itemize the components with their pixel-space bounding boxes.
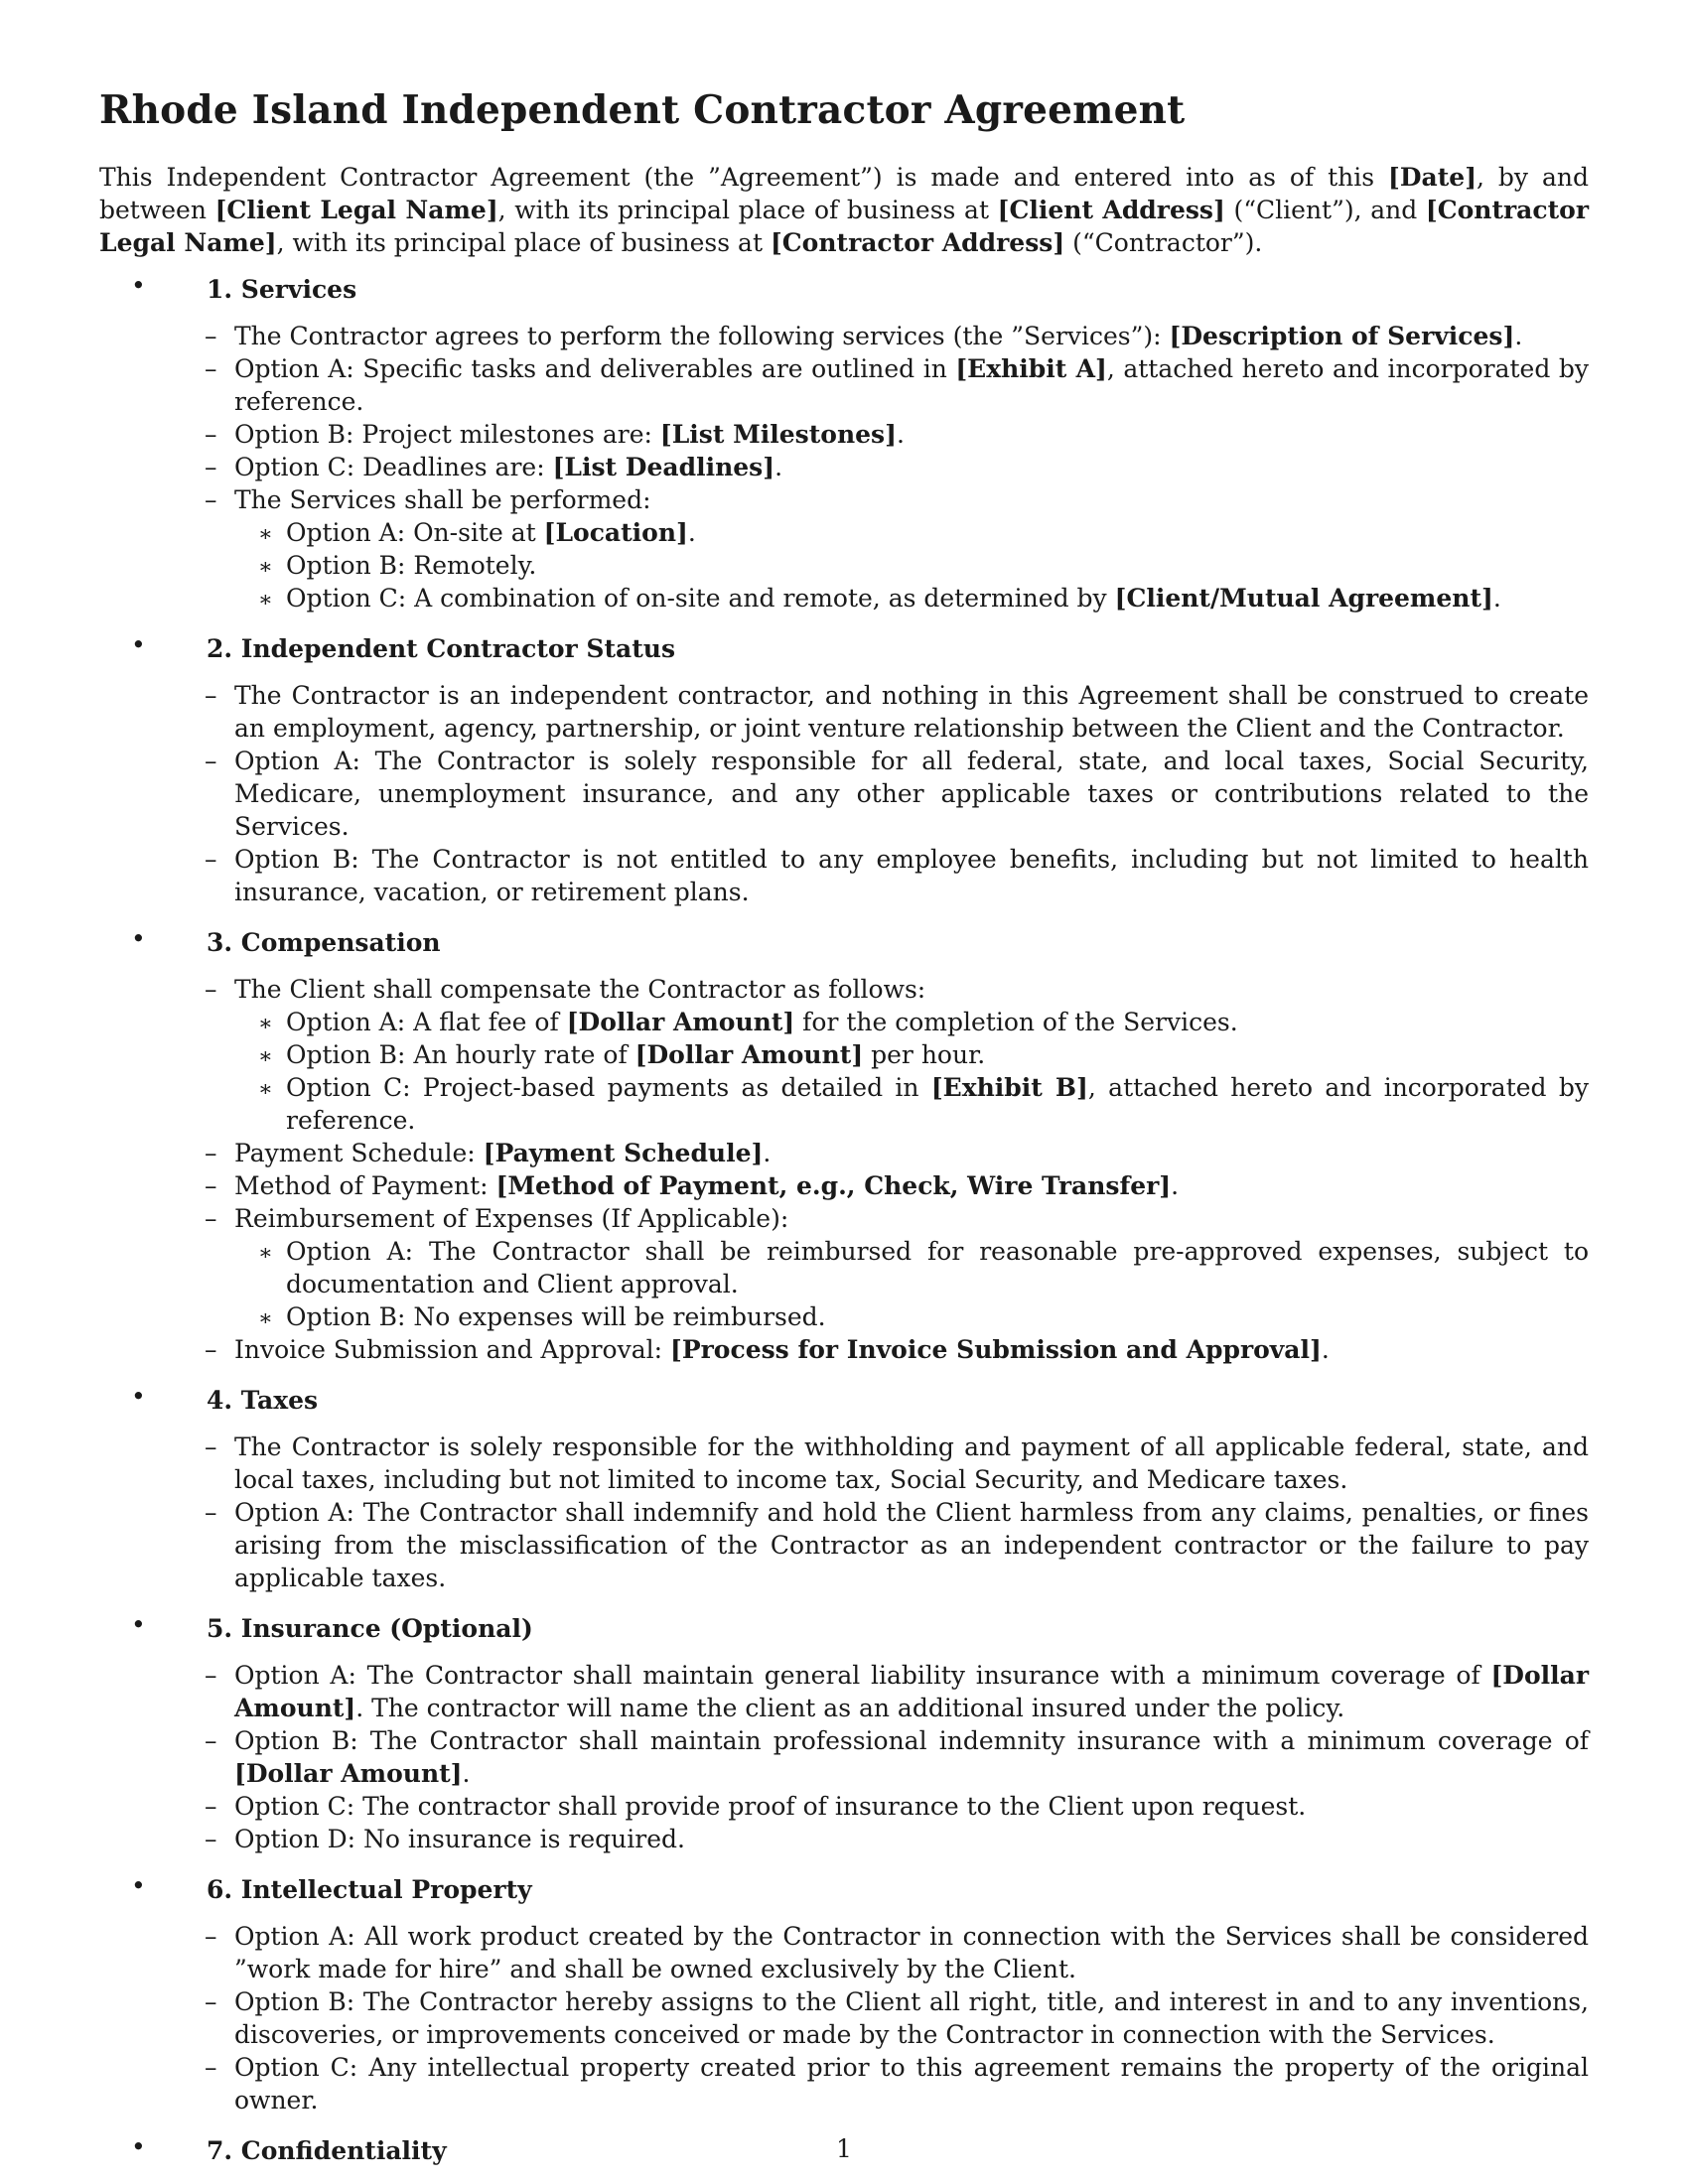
section-item: [0, 922, 1589, 1366]
placeholder-field: [List Milestones]: [659, 420, 897, 449]
dash-bullet-icon: –: [205, 1825, 217, 1853]
option-item: [258, 1300, 1589, 1333]
text-run: .: [687, 518, 696, 547]
clause-item: [205, 1431, 1589, 1496]
text-run: Option B: The Contractor shall maintain professional indemnity insurance with a minimum coverage of: [234, 1726, 1589, 1755]
placeholder-field: [Process for Invoice Submission and Approval]: [670, 1335, 1322, 1364]
dash-bullet-icon: –: [205, 322, 217, 350]
bullet-icon: •: [131, 271, 146, 300]
section-heading: 5. Insurance (Optional): [207, 1614, 533, 1643]
asterisk-bullet-icon: ∗: [258, 1241, 273, 1266]
clause-item: [205, 1496, 1589, 1594]
text-run: Option A: On-site at: [286, 518, 544, 547]
text-run: per hour.: [863, 1040, 986, 1069]
option-list: [234, 516, 1589, 614]
bullet-icon: •: [131, 2132, 146, 2161]
document-title: Rhode Island Independent Contractor Agreement: [99, 87, 1186, 133]
dash-bullet-icon: –: [205, 747, 217, 775]
text-run: Option B: The Contractor hereby assigns to the Client all right, title, and interest in and to any inventions, discoveries, or improvements conceived or made by the Contractor in connection with the Services.: [234, 1987, 1589, 2049]
dash-bullet-icon: –: [205, 354, 217, 383]
text-run: Invoice Submission and Approval:: [234, 1335, 670, 1364]
placeholder-field: [Client Legal Name]: [214, 196, 498, 224]
text-run: Option A: All work product created by the Contractor in connection with the Services shall be considered ”work made for hire” and shall be owned exclusively by the Client.: [234, 1922, 1589, 1983]
placeholder-field: [Contractor Legal Name]: [99, 196, 1590, 257]
placeholder-field: [Dollar Amount]: [234, 1661, 1589, 1722]
section-heading: 6. Intellectual Property: [207, 1875, 532, 1904]
section-item: [0, 269, 1589, 614]
clause-item: [205, 1659, 1589, 1724]
text-run: The Contractor is an independent contractor, and nothing in this Agreement shall be construed to create an employment, agency, partnership, or joint venture relationship between the Client and the Contractor.: [234, 681, 1589, 743]
text-run: Option C: The contractor shall provide proof of insurance to the Client upon request.: [234, 1792, 1307, 1821]
text-run: Payment Schedule:: [234, 1139, 484, 1167]
text-run: Option D: No insurance is required.: [234, 1825, 685, 1853]
intro-paragraph: [99, 161, 1589, 259]
text-run: (“Client”), and: [1224, 196, 1426, 224]
placeholder-field: [Dollar Amount]: [634, 1040, 864, 1069]
placeholder-field: [Payment Schedule]: [483, 1139, 764, 1167]
text-run: Option A: The Contractor shall indemnify and hold the Client harmless from any claims, penalties, or fines arising from the misclassification of the Contractor as an independent contractor or the failure to pay applicable taxes.: [234, 1498, 1589, 1592]
section-item: [0, 1608, 1589, 1855]
text-run: .: [462, 1759, 471, 1788]
option-item: [258, 549, 1589, 582]
placeholder-field: [List Deadlines]: [552, 453, 775, 481]
clause-item: [205, 2051, 1589, 2116]
dash-bullet-icon: –: [205, 1498, 217, 1527]
clause-list: [107, 973, 1589, 1366]
text-run: Option C: Any intellectual property created prior to this agreement remains the property of the original owner.: [234, 2053, 1589, 2115]
text-run: Option B: An hourly rate of: [286, 1040, 635, 1069]
placeholder-field: [Exhibit A]: [955, 354, 1107, 383]
clause-item: [205, 1137, 1589, 1169]
text-run: , with its principal place of business at: [276, 228, 771, 257]
dash-bullet-icon: –: [205, 1987, 217, 2016]
dash-bullet-icon: –: [205, 1335, 217, 1364]
section-list: [99, 269, 1589, 2167]
clause-item: [205, 679, 1589, 745]
clause-item: [205, 1920, 1589, 1985]
clause-list: [107, 320, 1589, 614]
clause-item: [205, 973, 1590, 1137]
section-item: [0, 1380, 1589, 1594]
dash-bullet-icon: –: [205, 2053, 217, 2082]
text-run: Option A: The Contractor shall be reimbursed for reasonable pre-approved expenses, subject to documentation and Client approval.: [286, 1237, 1589, 1298]
bullet-icon: •: [131, 630, 146, 659]
section-heading: 4. Taxes: [207, 1386, 319, 1415]
text-run: .: [763, 1139, 772, 1167]
dash-bullet-icon: –: [205, 1204, 217, 1233]
text-run: .: [1321, 1335, 1330, 1364]
document-body: [99, 87, 1589, 2167]
clause-list: [107, 1920, 1589, 2116]
asterisk-bullet-icon: ∗: [258, 1306, 273, 1331]
text-run: . The contractor will name the client as an additional insured under the policy.: [355, 1694, 1345, 1722]
dash-bullet-icon: –: [205, 1726, 217, 1755]
clause-item: [205, 1985, 1589, 2051]
text-run: .: [1171, 1171, 1180, 1200]
option-list: [234, 1235, 1589, 1333]
clause-item: [205, 745, 1589, 843]
text-run: .: [774, 453, 783, 481]
page-number: 1: [836, 2134, 852, 2163]
bullet-icon: •: [131, 1871, 146, 1900]
text-run: The Contractor agrees to perform the following services (the ”Services”):: [234, 322, 1170, 350]
text-run: , attached hereto and incorporated by reference.: [286, 1073, 1590, 1135]
text-run: Option A: Specific tasks and deliverables are outlined in: [234, 354, 956, 383]
section-heading: 2. Independent Contractor Status: [207, 634, 676, 663]
option-item: [258, 582, 1589, 614]
clause-item: [205, 1333, 1589, 1366]
option-item: [258, 1006, 1589, 1038]
placeholder-field: [Date]: [1388, 163, 1477, 192]
clause-item: [205, 1823, 1589, 1855]
dash-bullet-icon: –: [205, 1139, 217, 1167]
dash-bullet-icon: –: [205, 1922, 217, 1951]
clause-item: [205, 1202, 1589, 1333]
placeholder-field: [Dollar Amount]: [566, 1008, 795, 1036]
text-run: Option C: A combination of on-site and remote, as determined by: [286, 584, 1115, 613]
text-run: Option A: A flat fee of: [286, 1008, 567, 1036]
text-run: , by and between: [99, 163, 1589, 224]
text-run: .: [1492, 584, 1501, 613]
asterisk-bullet-icon: ∗: [258, 555, 273, 580]
dash-bullet-icon: –: [205, 975, 217, 1004]
dash-bullet-icon: –: [205, 1661, 217, 1690]
text-run: Option B: The Contractor is not entitled to any employee benefits, including but not limited to health insurance, vacation, or retirement plans.: [234, 845, 1589, 906]
placeholder-field: [Exhibit B]: [930, 1073, 1088, 1102]
asterisk-bullet-icon: ∗: [258, 1012, 273, 1036]
placeholder-field: [Client Address]: [997, 196, 1225, 224]
clause-item: [205, 320, 1589, 352]
text-run: The Client shall compensate the Contractor as follows:: [234, 975, 926, 1004]
option-item: [258, 1038, 1589, 1071]
dash-bullet-icon: –: [205, 681, 217, 710]
option-item: [258, 1071, 1590, 1137]
text-run: The Services shall be performed:: [234, 485, 651, 514]
text-run: Option A: The Contractor shall maintain general liability insurance with a minimum coverage of: [234, 1661, 1491, 1690]
clause-item: [205, 1790, 1589, 1823]
dash-bullet-icon: –: [205, 1171, 217, 1200]
section-heading: 3. Compensation: [207, 928, 441, 957]
placeholder-field: [Location]: [543, 518, 688, 547]
option-item: [258, 1235, 1589, 1300]
bullet-icon: •: [131, 1382, 146, 1411]
asterisk-bullet-icon: ∗: [258, 1044, 273, 1069]
placeholder-field: [Contractor Address]: [770, 228, 1065, 257]
text-run: Option B: No expenses will be reimbursed.: [286, 1302, 826, 1331]
dash-bullet-icon: –: [205, 1433, 217, 1461]
text-run: Option C: Deadlines are:: [234, 453, 553, 481]
option-list: [234, 1006, 1589, 1137]
asterisk-bullet-icon: ∗: [258, 1077, 273, 1102]
text-run: , with its principal place of business at: [497, 196, 998, 224]
dash-bullet-icon: –: [205, 485, 217, 514]
bullet-icon: •: [131, 1610, 146, 1639]
dash-bullet-icon: –: [205, 845, 217, 874]
option-item: [258, 516, 1589, 549]
dash-bullet-icon: –: [205, 420, 217, 449]
clause-item: [205, 843, 1589, 908]
text-run: The Contractor is solely responsible for the withholding and payment of all applicable federal, state, and local taxes, including but not limited to income tax, Social Security, and Medicare taxes.: [234, 1433, 1589, 1494]
clause-item: [205, 451, 1589, 483]
text-run: .: [896, 420, 905, 449]
section-heading: 7. Confidentiality: [207, 2136, 447, 2165]
clause-item: [205, 1724, 1589, 1790]
clause-item: [205, 1169, 1589, 1202]
text-run: (“Contractor”).: [1064, 228, 1263, 257]
text-run: Option B: Remotely.: [286, 551, 537, 580]
placeholder-field: [Client/Mutual Agreement]: [1114, 584, 1493, 613]
clause-item: [205, 418, 1589, 451]
dash-bullet-icon: –: [205, 453, 217, 481]
asterisk-bullet-icon: ∗: [258, 588, 273, 613]
section-item: [0, 628, 1589, 908]
text-run: This Independent Contractor Agreement (the ”Agreement”) is made and entered into as of this: [99, 163, 1389, 192]
clause-list: [107, 679, 1589, 908]
asterisk-bullet-icon: ∗: [258, 522, 273, 547]
text-run: Option A: The Contractor is solely responsible for all federal, state, and local taxes, Social Security, Medicare, unemployment insurance, and any other applicable taxes or contributions related to the Services.: [234, 747, 1589, 841]
text-run: .: [1514, 322, 1523, 350]
text-run: Reimbursement of Expenses (If Applicable):: [234, 1204, 789, 1233]
placeholder-field: [Dollar Amount]: [234, 1759, 463, 1788]
bullet-icon: •: [131, 924, 146, 953]
dash-bullet-icon: –: [205, 1792, 217, 1821]
text-run: for the completion of the Services.: [794, 1008, 1238, 1036]
clause-list: [107, 1431, 1589, 1594]
clause-item: [205, 352, 1589, 418]
placeholder-field: [Method of Payment, e.g., Check, Wire Transfer]: [495, 1171, 1172, 1200]
clause-item: [205, 483, 1589, 614]
section-item: [0, 1869, 1589, 2116]
text-run: Option C: Project-based payments as detailed in: [286, 1073, 931, 1102]
text-run: Method of Payment:: [234, 1171, 496, 1200]
text-run: , attached hereto and incorporated by reference.: [234, 354, 1589, 416]
section-heading: 1. Services: [207, 275, 357, 304]
clause-list: [107, 1659, 1589, 1855]
text-run: Option B: Project milestones are:: [234, 420, 660, 449]
placeholder-field: [Description of Services]: [1169, 322, 1515, 350]
